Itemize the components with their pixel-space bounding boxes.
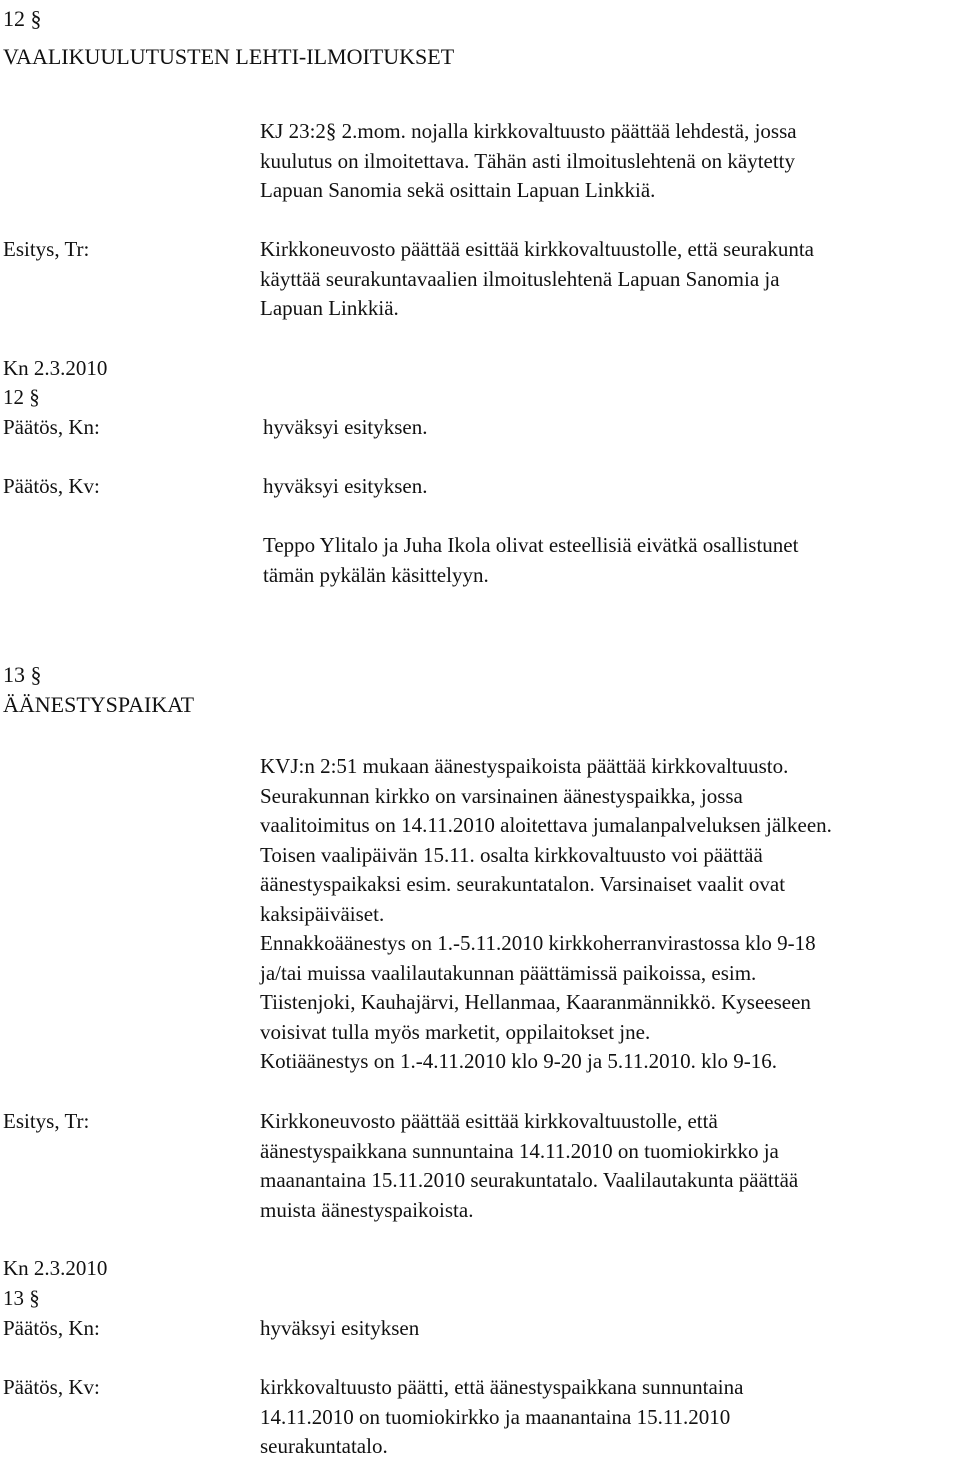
section-13-intro-line: Toisen vaalipäivän 15.11. osalta kirkkovaltuusto voi päättää <box>260 842 763 867</box>
section-13-esitys-label: Esitys, Tr: <box>3 1109 90 1133</box>
section-13-paatos-kn-label: Päätös, Kn: <box>3 1316 100 1340</box>
section-12-esitys-text <box>260 235 814 324</box>
section-13-intro-line: ja/tai muissa vaalilautakunnan päättämissä paikoissa, esim. <box>260 960 757 985</box>
section-12-intro-line: Lapuan Sanomia sekä osittain Lapuan Linkkiä. <box>260 178 656 202</box>
section-12-paatos-kv-label: Päätös, Kv: <box>3 474 100 498</box>
section-13-number: 13 § <box>3 662 42 687</box>
section-13-intro-line: Tiistenjoki, Kauhajärvi, Hellanmaa, Kaaranmännikkö. Kyseeseen <box>260 990 811 1014</box>
section-12-intro-line: KJ 23:2§ 2.mom. nojalla kirkkovaltuusto päättää lehdestä, jossa <box>260 119 797 143</box>
section-13-paatos-kv-label: Päätös, Kv: <box>3 1375 100 1399</box>
section-12-paatos-kn-text: hyväksyi esityksen. <box>263 415 428 439</box>
section-13-intro <box>260 752 832 1077</box>
section-12-title: VAALIKUULUTUSTEN LEHTI-ILMOITUKSET <box>3 44 455 69</box>
section-13-esitys-line: muista äänestyspaikoista. <box>260 1197 474 1222</box>
section-12-number: 12 § <box>3 6 42 31</box>
section-12-esitys-label: Esitys, Tr: <box>3 237 90 261</box>
section-13-intro-line: KVJ:n 2:51 mukaan äänestyspaikoista päättää kirkkovaltuusto. <box>260 754 789 778</box>
section-12-esitys-line: käyttää seurakuntavaalien ilmoituslehtenä Lapuan Sanomia ja <box>260 266 780 291</box>
section-12-esitys-line: Kirkkoneuvosto päättää esittää kirkkovaltuustolle, että seurakunta <box>260 237 814 261</box>
section-12-esitys-line: Lapuan Linkkiä. <box>260 296 399 320</box>
section-13-kn-date: Kn 2.3.2010 <box>3 1256 108 1280</box>
section-13-esitys-line: maanantaina 15.11.2010 seurakuntatalo. Vaalilautakunta päättää <box>260 1168 799 1192</box>
section-13-esitys-text <box>260 1107 798 1225</box>
section-13-intro-line: kaksipäiväiset. <box>260 901 385 926</box>
section-12-paatos-kv-text: hyväksyi esityksen. <box>263 474 428 498</box>
section-12-kn-section: 12 § <box>3 385 40 409</box>
section-13-paatos-kv-line: kirkkovaltuusto päätti, että äänestyspaikkana sunnuntaina <box>260 1375 744 1399</box>
section-13-paatos-kv-text <box>260 1373 743 1462</box>
section-12-note-line: Teppo Ylitalo ja Juha Ikola olivat esteellisiä eivätkä osallistunet <box>263 533 799 557</box>
section-13-title: ÄÄNESTYSPAIKAT <box>3 692 195 717</box>
section-13-intro-line: voisivat tulla myös marketit, oppilaitokset jne. <box>260 1019 651 1044</box>
section-13-intro-line: Ennakkoäänestys on 1.-5.11.2010 kirkkoherranvirastossa klo 9-18 <box>260 931 816 955</box>
section-13-intro-line: Kotiäänestys on 1.-4.11.2010 klo 9-20 ja 5.11.2010. klo 9-16. <box>260 1049 777 1073</box>
section-12-kn-date: Kn 2.3.2010 <box>3 356 108 380</box>
section-13-intro-line: vaalitoimitus on 14.11.2010 aloitettava jumalanpalveluksen jälkeen. <box>260 813 832 837</box>
section-12-note <box>263 531 798 590</box>
section-13-esitys-line: äänestyspaikkana sunnuntaina 14.11.2010 on tuomiokirkko ja <box>260 1138 779 1163</box>
section-13-esitys-line: Kirkkoneuvosto päättää esittää kirkkovaltuustolle, että <box>260 1109 718 1133</box>
section-13-paatos-kv-line: 14.11.2010 on tuomiokirkko ja maanantaina 15.11.2010 <box>260 1404 731 1429</box>
section-12-paatos-kn-label: Päätös, Kn: <box>3 415 100 439</box>
section-12-note-line: tämän pykälän käsittelyyn. <box>263 562 489 587</box>
section-13-intro-line: Seurakunnan kirkko on varsinainen äänestyspaikka, jossa <box>260 783 743 808</box>
section-13-paatos-kv-line: seurakuntatalo. <box>260 1434 388 1458</box>
section-13-paatos-kn-text: hyväksyi esityksen <box>260 1316 420 1340</box>
section-12-intro <box>260 117 797 206</box>
section-12-intro-line: kuulutus on ilmoitettava. Tähän asti ilmoituslehtenä on käytetty <box>260 148 796 173</box>
section-13-kn-section: 13 § <box>3 1286 40 1310</box>
section-13-intro-line: äänestyspaikaksi esim. seurakuntatalon. Varsinaiset vaalit ovat <box>260 872 786 896</box>
